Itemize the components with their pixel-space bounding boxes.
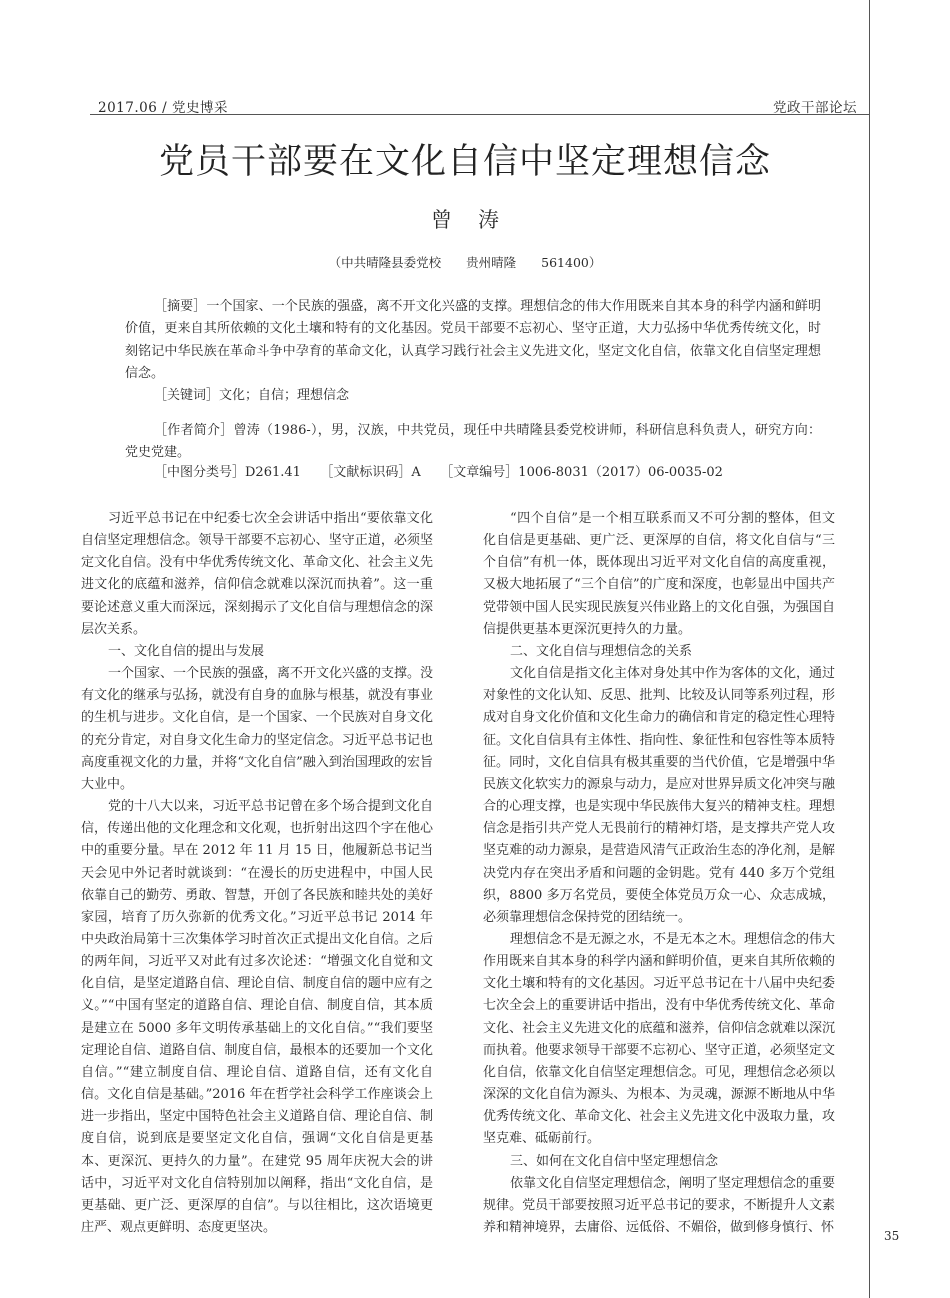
keywords: ［关键词］文化；自信；理想信念 — [154, 388, 350, 403]
section-heading: 三、如何在文化自信中坚定理想信念 — [510, 1153, 719, 1169]
paragraph: 理想信念不是无源之水，不是无本之木。理想信念的伟大作用既来自其本身的科学内涵和鲜明价值，更来自其所依赖的文化土壤和特有的文化基因。习近平总书记在十八届中央纪委七次全会上的重要讲话中指出，没有中华优秀传统文化、革命文化、社会主义先进文化的底蕴和滋养，信仰信念就难以深沉而执着。他要求领导干部要不忘初心、坚守正道，必须坚定文化自信，依靠文化自信坚定理想信念。可见，理想信念必须以深深的文化自信为源头、为根本、为灵魂，源源不断地从中华优秀传统文化、革命文化、社会主义先进文化中汲取力量，攻坚克难、砥砺前行。 — [483, 931, 836, 1147]
abstract: ［摘要］一个国家、一个民族的强盛，离不开文化兴盛的支撑。理想信念的伟大作用既来自其本身的科学内涵和鲜明价值，更来自其所依赖的文化土壤和特有的文化基因。党员干部要不忘初心、坚守正道，大力弘扬中华优秀传统文化，时刻铭记中华民族在革命斗争中孕育的革命文化，认真学习践行社会主义先进文化，坚定文化自信，依靠文化自信坚定理想信念。 — [125, 299, 821, 382]
paragraph: “四个自信”是一个相互联系而又不可分割的整体，但文化自信是更基础、更广泛、更深厚的自信，将文化自信与“三个自信”有机一体，既体现出习近平对文化自信的高度重视，又极大地拓展了“三个自信”的广度和深度，也彰显出中国共产党带领中国人民实现民族复兴伟业路上的文化自强，为强国自信提供更基本更深沉更持久的力量。 — [483, 511, 835, 637]
author-bio: ［作者简介］曾涛（1986-），男，汉族，中共党员，现任中共晴隆县委党校讲师，科研信息科负责人，研究方向：党史党建。 — [125, 423, 821, 461]
author-affiliation: （中共晴隆县委党校 贵州晴隆 561400） — [328, 255, 602, 270]
paragraph: 党的十八大以来，习近平总书记曾在多个场合提到文化自信，传递出他的文化理念和文化观，也折射出这四个字在他心中的重要分量。早在 2012 年 11 月 15 日，他履新总书记当天会见中外记者时就谈到：“在漫长的历史进程中，中国人民依靠自己的勤劳、勇敢、智慧，开创了各民族和睦共处的美好家园，培育了历久弥新的优秀文化。”习近平总书记 2014 年中央政治局第十三次集体学习时首次正式提出文化自信。之后的两年间，习近平又对此有过多次论述：“增强文化自觉和文化自信，是坚定道路自信、理论自信、制度自信的题中应有之义。”“中国有坚定的道路自信、理论自信、制度自信，其本质是建立在 5000 多年文明传承基础上的文化自信。”“我们要坚定理论自信、道路自信、制度自信，最根本的还要加一个文化自信。”“建立制度自信、理论自信、道路自信，还有文化自信。文化自信是基础。”2016 年在哲学社会科学工作座谈会上进一步指出，坚定中国特色社会主义道路自信、理论自信、制度自信，说到底是要坚定文化自信，强调“文化自信是更基本、更深沉、更持久的力量”。在建党 95 周年庆祝大会的讲话中，习近平对文化自信特别加以阐释，指出“文化自信，是更基础、更广泛、更深厚的自信”。与以往相比，这次语境更庄严、观点更鲜明、态度更坚决。 — [81, 799, 434, 1235]
page-number: 35 — [884, 1229, 900, 1243]
paragraph: 习近平总书记在中纪委七次全会讲话中指出“要依靠文化自信坚定理想信念。领导干部要不忘初心、坚守正道，必须坚定文化自信。没有中华优秀传统文化、革命文化、社会主义先进文化的底蕴和滋养，信仰信念就难以深沉而执着”。这一重要论述意义重大而深远，深刻揭示了文化自信与理想信念的深层次关系。 — [81, 511, 433, 637]
paragraph: 文化自信是指文化主体对身处其中作为客体的文化，通过对象性的文化认知、反思、批判、比较及认同等系列过程，形成对自身文化价值和文化生命力的确信和肯定的稳定性心理特征。文化自信具有主体性、指向性、象征性和包容性等本质特征。同时，文化自信具有极其重要的当代价值，它是增强中华民族文化软实力的源泉与动力，是应对世界异质文化冲突与融合的心理支撑，也是实现中华民族伟大复兴的精神支柱。理想信念是指引共产党人无畏前行的精神灯塔，是支撑共产党人攻坚克难的动力源泉，是营造风清气正政治生态的净化剂，是解决党内存在突出矛盾和问题的金钥匙。党有 440 多万个党组织，8800 多万名党员，要使全体党员万众一心、众志成城，必须靠理想信念保持党的团结统一。 — [483, 666, 836, 925]
paragraph: 依靠文化自信坚定理想信念，阐明了坚定理想信念的重要规律。党员干部要按照习近平总书记的要求，不断提升人文素养和精神境界，去庸俗、远低俗、不媚俗，做到修身慎行、怀 — [483, 1175, 836, 1235]
author-name: 曾涛 — [431, 208, 525, 232]
body-column-right — [483, 508, 835, 1239]
article-title: 党员干部要在文化自信中坚定理想信念 — [158, 142, 771, 182]
running-header-left: 2017.06 / 党史博采 — [98, 100, 228, 116]
margin-rule-vertical — [869, 0, 870, 1298]
body-column-left — [81, 508, 433, 1239]
classification-info: ［中图分类号］D261.41 ［文献标识码］A ［文章编号］1006-8031（2017）06-0035-02 — [154, 465, 723, 480]
running-header-right: 党政干部论坛 — [773, 100, 857, 116]
section-heading: 二、文化自信与理想信念的关系 — [510, 643, 693, 659]
section-heading: 一、文化自信的提出与发展 — [108, 643, 265, 659]
paragraph: 一个国家、一个民族的强盛，离不开文化兴盛的支撑。没有文化的继承与弘扬，就没有自身的血脉与根基，就没有事业的生机与进步。文化自信，是一个国家、一个民族对自身文化的充分肯定，对自身文化生命力的坚定信念。习近平总书记也高度重视文化的力量，并将“文化自信”融入到治国理政的宏旨大业中。 — [81, 666, 434, 792]
